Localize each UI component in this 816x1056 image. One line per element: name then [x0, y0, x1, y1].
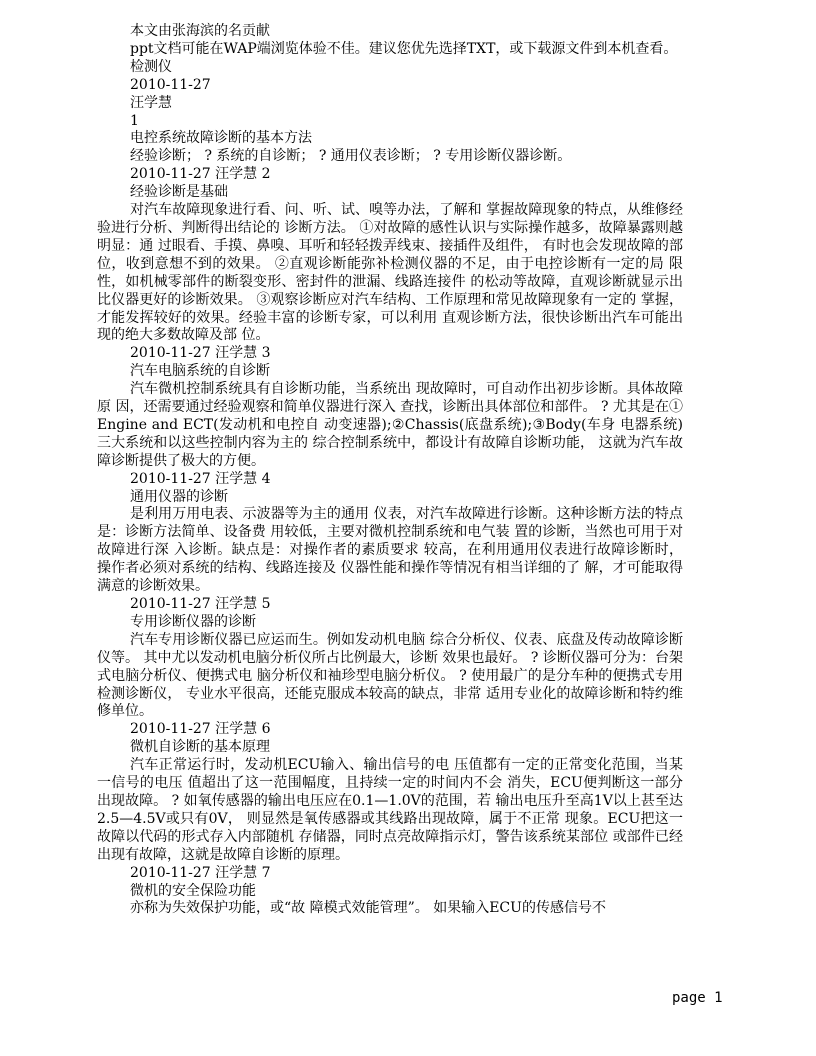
body-paragraph: ppt文档可能在WAP端浏览体验不佳。建议您优先选择TXT，或下载源文件到本机查看。: [130, 40, 678, 57]
text-line: 专用诊断仪器的诊断: [130, 613, 256, 630]
text-line: 电控系统故障诊断的基本方法: [130, 130, 312, 147]
text-line: 汪学慧: [130, 94, 172, 111]
page-number: page 1: [672, 990, 723, 1006]
text-line: 通用仪器的诊断: [130, 488, 228, 505]
body-paragraph: 对汽车故障现象进行看、问、听、试、嗅等办法，了解和 掌握故障现象的特点，从维修经验进行分析、判断得出结论的 诊断方法。 ①对故障的感性认识与实际操作越多，故障暴露则越明显：通 过眼看、手摸、鼻嗅、耳听和轻轻拨弄线束、接插件及组件， 有时也会发现故障的部位，收到意想不到的效果。 ②直观诊断能弥补检测仪器的不足，由于电控诊断有一定的局 限性，如机械零部件的断裂变形、密封件的泄漏、线路连接件 的松动等故障，直观诊断就显示出比仪器更好的诊断效果。 ③观察诊断应对汽车结构、工作原理和常见故障现象有一定的 掌握，才能发挥较好的效果。经验丰富的诊断专家，可以利用 直观诊断方法，很快诊断出汽车可能出现的绝大多数故障及部 位。: [97, 202, 683, 344]
body-paragraph: 汽车正常运行时，发动机ECU输入、输出信号的电 压值都有一定的正常变化范围，当某一信号的电压 值超出了这一范围幅度，且持续一定的时间内不会 消失，ECU便判断这一部分出现故障。 ? 如氧传感器的输出电压应在0.1—1.0V的范围，若 输出电压升至高1V以上甚至达2.5—4.5V或只有0V， 则显然是氧传感器或其线路出现故障，属于不正常 现象。ECU把这一故障以代码的形式存入内部随机 存储器，同时点亮故障指示灯，警告该系统某部位 或部件已经出现有故障，这就是故障自诊断的原理。: [97, 757, 683, 863]
text-line: 1: [130, 112, 139, 129]
text-line: 经验诊断是基础: [130, 184, 228, 201]
body-paragraph: 汽车微机控制系统具有自诊断功能，当系统出 现故障时，可自动作出初步诊断。具体故障原 因，还需要通过经验观察和简单仪器进行深入 查找，诊断出具体部位和部件。 ? 尤其是在①Engine and ECT(发动机和电控自 动变速器);②Chassis(底盘系统);③Body(车身 电器系统)三大系统和以这些控制内容为主的 综合控制系统中，都设计有故障自诊断功能， 这就为汽车故障诊断提供了极大的方便。: [97, 381, 683, 469]
text-line: 2010-11-27 汪学慧 4: [130, 470, 271, 487]
document-body: [97, 23, 683, 918]
text-line: 检测仪: [130, 58, 172, 75]
text-line: 2010-11-27 汪学慧 7: [130, 864, 271, 881]
text-line: 微机自诊断的基本原理: [130, 739, 270, 756]
text-line: 经验诊断； ? 系统的自诊断； ? 通用仪表诊断； ? 专用诊断仪器诊断。: [130, 148, 572, 165]
text-line: 2010-11-27: [130, 76, 211, 93]
text-line: 2010-11-27 汪学慧 3: [130, 345, 271, 362]
text-line: 本文由张海滨的名贡献: [130, 23, 270, 39]
text-line: 2010-11-27 汪学慧 5: [130, 596, 271, 612]
text-line: 微机的安全保险功能: [130, 882, 256, 899]
text-line: 汽车电脑系统的自诊断: [130, 363, 270, 380]
body-paragraph: 亦称为失效保护功能，或“故 障模式效能管理”。 如果输入ECU的传感信号不: [130, 900, 606, 917]
text-line: 2010-11-27 汪学慧 2: [130, 166, 271, 183]
body-paragraph: 汽车专用诊断仪器已应运而生。例如发动机电脑 综合分析仪、仪表、底盘及传动故障诊断仪等。 其中尤以发动机电脑分析仪所占比例最大，诊断 效果也最好。 ? 诊断仪器可分为：台架式电脑分析仪、便携式电 脑分析仪和袖珍型电脑分析仪。 ? 使用最广的是分车种的便携式专用检测诊断仪， 专业水平很高，还能克服成本较高的缺点，非常 适用专业化的故障诊断和特约维修单位。: [97, 631, 683, 720]
text-line: 2010-11-27 汪学慧 6: [130, 721, 271, 738]
body-paragraph: 是利用万用电表、示波器等为主的通用 仪表，对汽车故障进行诊断。这种诊断方法的特点是：诊断方法简单、设备费 用较低，主要对微机控制系统和电气装 置的诊断，当然也可用于对故障进行深 入诊断。缺点是：对操作者的素质要求 较高，在利用通用仪表进行故障诊断时， 操作者必须对系统的结构、线路连接及 仪器性能和操作等情况有相当详细的了 解，才可能取得满意的诊断效果。: [97, 506, 683, 595]
